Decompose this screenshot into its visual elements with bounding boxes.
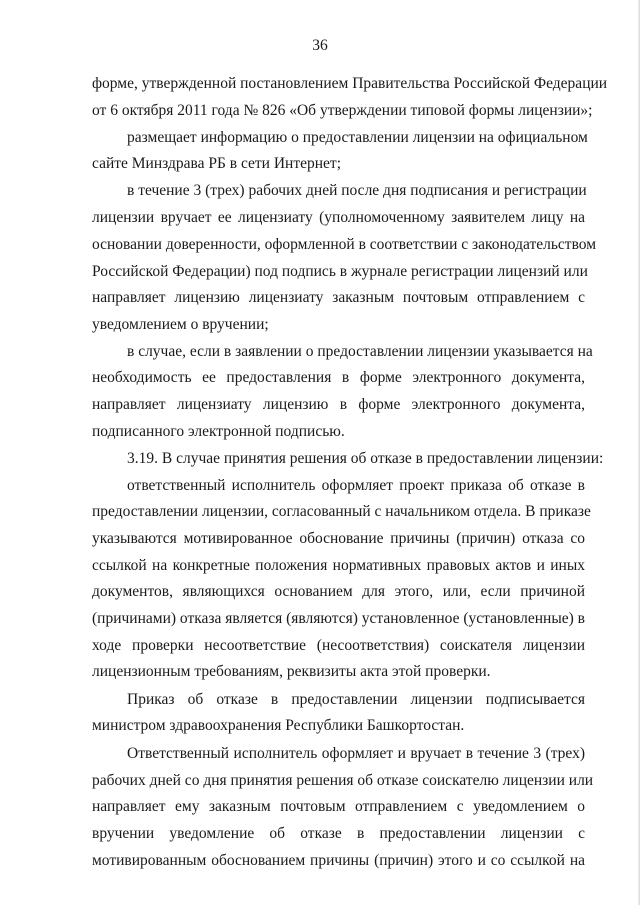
text-line: ходе проверки несоответствие (несоответствия) соискателя лицензии <box>92 637 585 654</box>
text-line: вручении уведомление об отказе в предоставлении лицензии с <box>92 825 585 842</box>
text-line: лицензионным требованиям, реквизиты акта этой проверки. <box>92 663 491 680</box>
text-line: подписанного электронной подписью. <box>92 423 345 440</box>
text-line: лицензии вручает ее лицензиату (уполномоченному заявителем лицу на <box>92 209 585 226</box>
text-line: сайте Минздрава РБ в сети Интернет; <box>92 155 341 172</box>
text-line: Приказ об отказе в предоставлении лицензии подписывается <box>127 691 585 708</box>
text-line: необходимость ее предоставления в форме электронного документа, <box>92 369 585 386</box>
text-line: уведомлением о вручении; <box>92 316 269 333</box>
text-line: указываются мотивированное обоснование причины (причин) отказа со <box>92 530 585 547</box>
text-line: рабочих дней со дня принятия решения об отказе соискателю лицензии или <box>92 772 594 789</box>
text-line: основании доверенности, оформленной в соответствии с законодательством <box>92 236 597 253</box>
text-line: направляет ему заказным почтовым отправлением с уведомлением о <box>92 798 585 815</box>
text-line: от 6 октября 2011 года № 826 «Об утверждении типовой формы лицензии»; <box>92 102 593 119</box>
text-line: 3.19. В случае принятия решения об отказе в предоставлении лицензии: <box>127 450 604 467</box>
text-line: направляет лицензиату лицензию в форме электронного документа, <box>92 396 585 413</box>
text-line: предоставлении лицензии, согласованный с начальником отдела. В приказе <box>92 503 591 520</box>
text-line: форме, утвержденной постановлением Правительства Российской Федерации <box>92 75 608 92</box>
page-number: 36 <box>312 37 328 54</box>
text-line: размещает информацию о предоставлении лицензии на официальном <box>127 129 588 146</box>
text-line: в течение 3 (трех) рабочих дней после дня подписания и регистрации <box>127 182 587 199</box>
text-line: ответственный исполнитель оформляет проект приказа об отказе в <box>127 477 585 494</box>
text-line: Российской Федерации) под подпись в журнале регистрации лицензий или <box>92 263 588 280</box>
text-line: документов, являющихся основанием для этого, или, если причиной <box>92 583 585 600</box>
text-line: министром здравоохранения Республики Башкортостан. <box>92 717 465 734</box>
text-line: в случае, если в заявлении о предоставлении лицензии указывается на <box>127 343 593 360</box>
text-line: направляет лицензию лицензиату заказным почтовым отправлением с <box>92 289 585 306</box>
text-line: Ответственный исполнитель оформляет и вручает в течение 3 (трех) <box>127 745 585 762</box>
text-line: мотивированным обоснованием причины (причин) этого и со ссылкой на <box>92 852 585 869</box>
text-line: (причинами) отказа является (являются) установленное (установленные) в <box>92 610 585 627</box>
text-line: ссылкой на конкретные положения нормативных правовых актов и иных <box>92 557 585 574</box>
